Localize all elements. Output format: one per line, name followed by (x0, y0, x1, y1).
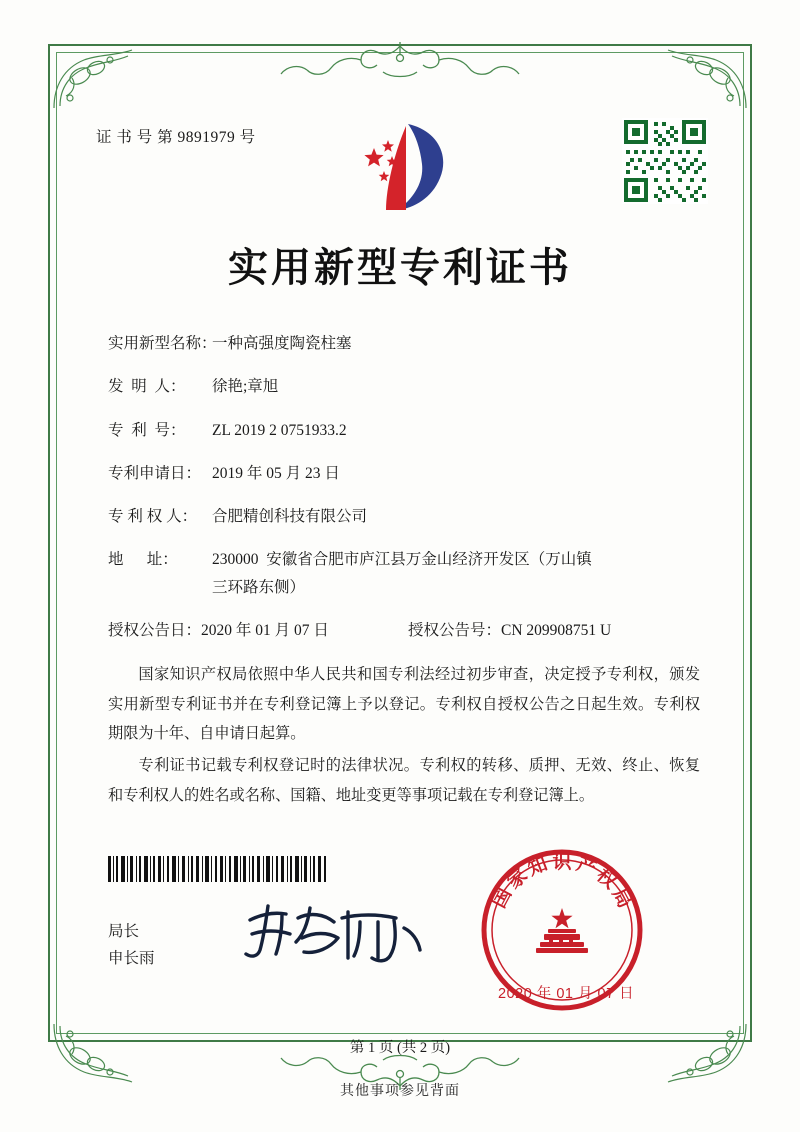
address-line-2: 三环路东侧） (212, 578, 306, 596)
certificate-number-value: 第 9891979 号 (157, 129, 256, 146)
field-row-inventor (108, 375, 708, 398)
grant-date-value: 2020 年 01 月 07 日 (201, 621, 329, 639)
corner-ornament-top-right-icon (664, 46, 750, 112)
svg-text:权: 权 (592, 864, 621, 894)
body-paragraph-1: 国家知识产权局依照中华人民共和国专利法经过初步审查，决定授予专利权，颁发实用新型专利证书并在专利登记簿上予以登记。专利权自授权公告之日起生效。专利权期限为十年、自申请日起算。 (108, 666, 700, 743)
signature-title: 局长 (108, 923, 140, 940)
grant-date-label: 授权公告日： (108, 621, 202, 639)
field-value: 徐艳;章旭 (212, 378, 279, 396)
handwritten-signature-icon (238, 898, 428, 968)
field-row-application-date (108, 462, 708, 485)
field-value: 合肥精创科技有限公司 (212, 508, 368, 525)
grant-number-value: CN 209908751 U (501, 621, 612, 639)
grant-number-label: 授权公告号： (408, 621, 502, 639)
field-value: ZL 2019 2 0751933.2 (212, 421, 347, 439)
field-row-patent-number (108, 419, 708, 442)
field-value: 一种高强度陶瓷柱塞 (212, 335, 352, 352)
svg-text:家: 家 (503, 864, 532, 894)
field-label: 实用新型名称： (108, 335, 217, 352)
cnipa-logo-icon (352, 118, 458, 218)
qr-code-icon (622, 118, 708, 204)
field-label: 地 址： (108, 551, 178, 569)
field-label: 发 明 人： (108, 378, 186, 396)
certificate-number-label: 证 书 号 (96, 129, 153, 146)
signature-block (108, 918, 155, 972)
svg-text:产: 产 (573, 853, 599, 881)
field-label: 专 利 号： (108, 421, 186, 439)
page-number: 第 1 页 (共 2 页) (349, 1040, 451, 1056)
certificate-number (96, 125, 256, 147)
back-side-note: 其他事项参见背面 (340, 1084, 460, 1099)
svg-text:识: 识 (552, 852, 572, 873)
top-flourish-ornament-icon (265, 40, 535, 86)
barcode-icon (108, 856, 328, 882)
body-paragraph-2: 专利证书记载专利权登记时的法律状况。专利权的转移、质押、无效、终止、恢复和专利权人的姓名或名称、国籍、地址变更等事项记载在专利登记簿上。 (108, 756, 700, 804)
svg-text:知: 知 (525, 853, 551, 881)
svg-text:国: 国 (488, 884, 517, 912)
corner-ornament-top-left-icon (50, 46, 136, 112)
svg-text:局: 局 (607, 884, 636, 912)
field-row-utility-model-name (108, 332, 708, 355)
field-row-patentee (108, 505, 708, 528)
signature-name: 申长雨 (108, 950, 155, 968)
page-title: 实用新型专利证书 (228, 245, 572, 290)
field-row-address (108, 548, 708, 571)
body-text (108, 660, 700, 812)
field-list (108, 332, 708, 648)
field-label: 专利申请日： (108, 464, 202, 482)
field-value: 230000 安徽省合肥市庐江县万金山经济开发区（万山镇 (212, 551, 592, 569)
field-row-grant-announcement (108, 619, 708, 642)
field-label: 专 利 权 人： (108, 508, 198, 525)
seal-date: 2020 年 01 月 07 日 (498, 986, 635, 1002)
field-value: 2019 年 05 月 23 日 (212, 464, 340, 482)
